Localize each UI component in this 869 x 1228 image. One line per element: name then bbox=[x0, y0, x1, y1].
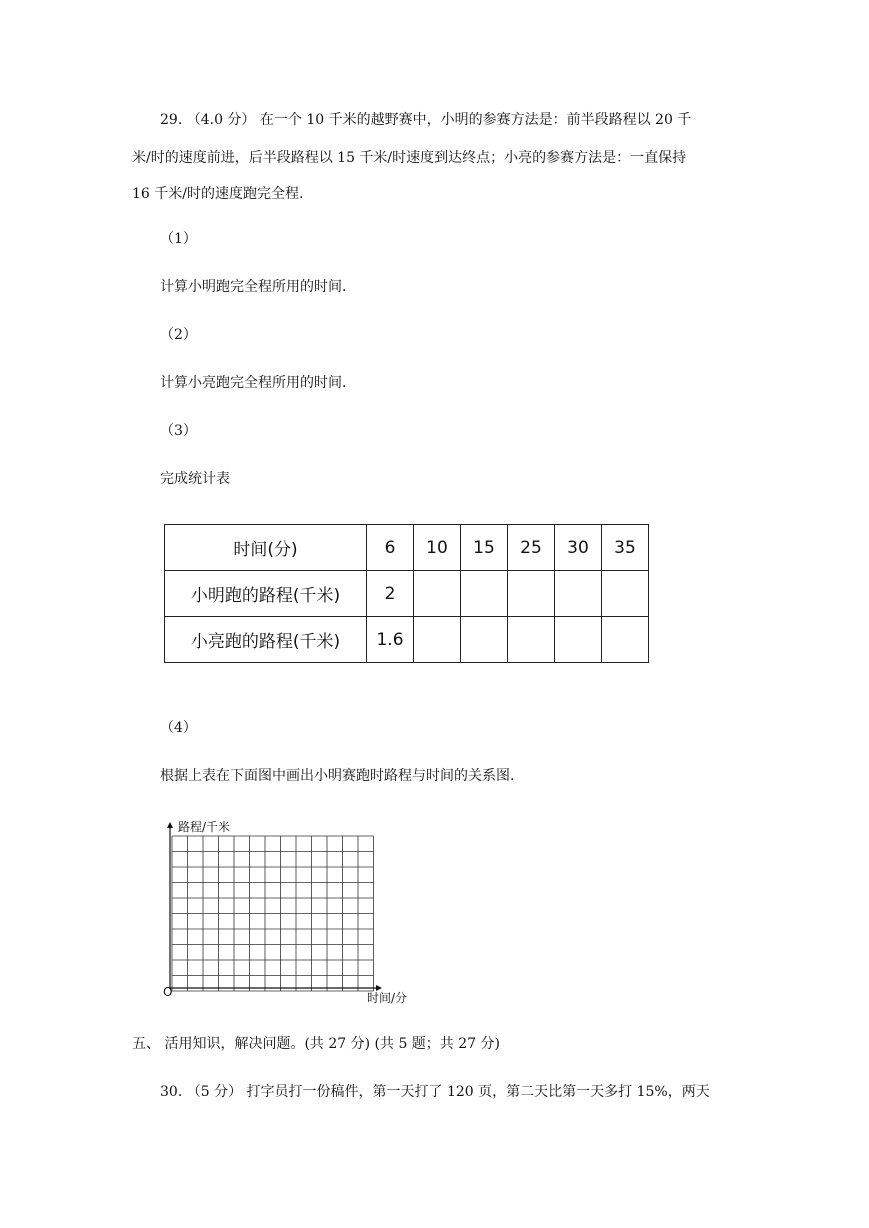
table-cell: 15 bbox=[461, 525, 508, 571]
q29-line-2: 米/时的速度前进，后半段路程以 15 千米/时速度到达终点；小亮的参赛方法是：一直保持 bbox=[132, 150, 687, 166]
table-cell: 35 bbox=[602, 525, 649, 571]
q29-line-1: 29. （4.0 分） 在一个 10 千米的越野赛中，小明的参赛方法是：前半段路程以 20 千 bbox=[160, 112, 692, 128]
q29-sub3-text: 完成统计表 bbox=[160, 471, 230, 487]
q29-sub2-number: （2） bbox=[160, 327, 197, 343]
y-axis-label: 路程/千米 bbox=[178, 820, 231, 834]
q29-sub4-text: 根据上表在下面图中画出小明赛跑时路程与时间的关系图. bbox=[160, 768, 515, 784]
q30-line-1: 30. （5 分） 打字员打一份稿件，第一天打了 120 页，第二天比第一天多打 15%，两天 bbox=[160, 1084, 710, 1100]
section-5-title: 五、 活用知识，解决问题。(共 27 分) (共 5 题；共 27 分) bbox=[132, 1036, 500, 1052]
table-cell: 1.6 bbox=[367, 617, 414, 663]
table-cell-blank bbox=[414, 571, 461, 617]
table-cell-blank bbox=[602, 617, 649, 663]
table-cell-blank bbox=[602, 571, 649, 617]
q29-sub4-number: （4） bbox=[160, 720, 197, 736]
q29-sub2-text: 计算小亮跑完全程所用的时间. bbox=[160, 375, 347, 391]
q29-sub1-number: （1） bbox=[160, 231, 197, 247]
table-cell: 小亮跑的路程(千米) bbox=[165, 617, 367, 663]
table-cell: 时间(分) bbox=[165, 525, 367, 571]
table-cell: 小明跑的路程(千米) bbox=[165, 571, 367, 617]
table-cell-blank bbox=[555, 617, 602, 663]
y-axis-arrow-icon bbox=[167, 822, 173, 828]
table-row bbox=[165, 571, 649, 617]
table-cell-blank bbox=[508, 571, 555, 617]
table-cell-blank bbox=[508, 617, 555, 663]
grid-svg bbox=[150, 812, 420, 1012]
table-cell: 25 bbox=[508, 525, 555, 571]
table-cell-blank bbox=[555, 571, 602, 617]
table-cell-blank bbox=[461, 571, 508, 617]
table-row bbox=[165, 617, 649, 663]
table-cell: 30 bbox=[555, 525, 602, 571]
statistics-table bbox=[164, 524, 649, 663]
origin-label: O bbox=[163, 985, 173, 999]
table-cell: 10 bbox=[414, 525, 461, 571]
q29-sub1-text: 计算小明跑完全程所用的时间. bbox=[160, 279, 347, 295]
table-cell-blank bbox=[414, 617, 461, 663]
q29-line-3: 16 千米/时的速度跑完全程. bbox=[132, 186, 304, 202]
q29-sub3-number: （3） bbox=[160, 423, 197, 439]
table-cell: 6 bbox=[367, 525, 414, 571]
blank-graph-grid bbox=[150, 812, 420, 1012]
table-cell-blank bbox=[461, 617, 508, 663]
table-cell: 2 bbox=[367, 571, 414, 617]
table-row bbox=[165, 525, 649, 571]
x-axis-label: 时间/分 bbox=[367, 991, 408, 1005]
